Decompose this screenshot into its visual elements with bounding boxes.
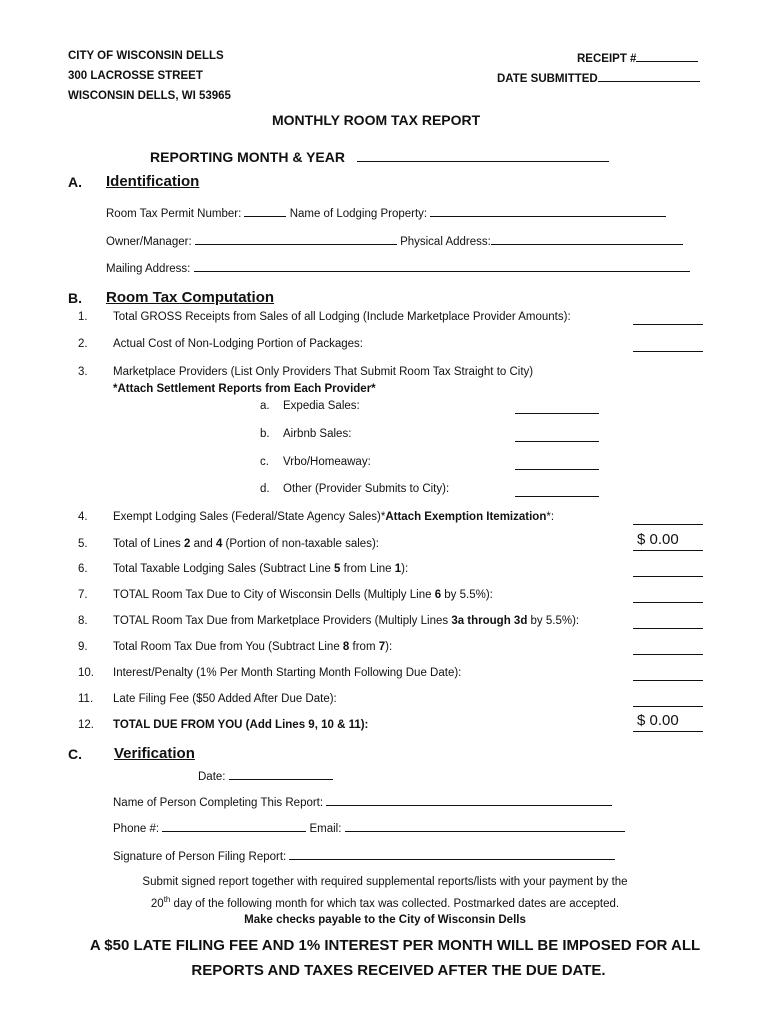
line-8-bold-1: 3a through 3d [451,615,528,627]
line-8-text-b: by 5.5%): [527,615,580,627]
line-8-text [113,615,579,627]
receipt-input[interactable] [636,50,698,62]
line-9-bold-2: 7 [378,641,386,653]
line-4-text [113,511,554,523]
line-5-text-c: (Portion of non-taxable sales): [222,538,379,550]
line-8-input[interactable] [633,628,703,629]
line-3-text: Marketplace Providers (List Only Providers That Submit Room Tax Straight to City) [113,366,534,378]
mailing-address-label: Mailing Address: [106,263,191,275]
line-1-input[interactable] [633,324,703,325]
line-1-text: Total GROSS Receipts from Sales of all Lodging (Include Marketplace Provider Amounts): [113,311,571,323]
line-12-underline [633,731,703,732]
line-7-input[interactable] [633,602,703,603]
line-10-input[interactable] [633,680,703,681]
provider-letter: b. [260,428,270,440]
line-2-text: Actual Cost of Non-Lodging Portion of Packages: [113,338,363,350]
preparer-name-label: Name of Person Completing This Report: [113,797,324,809]
line-number: 12. [78,719,94,731]
date-field [198,768,333,783]
provider-other-input[interactable] [515,496,599,497]
line-9-bold-1: 8 [342,641,350,653]
line-6-text [113,563,408,575]
line-12-text: TOTAL DUE FROM YOU (Add Lines 9, 10 & 11): [113,719,369,731]
reporting-month-label: REPORTING MONTH & YEAR [150,149,345,165]
provider-vrbo-input[interactable] [515,469,599,470]
page-title: MONTHLY ROOM TAX REPORT [272,112,481,128]
property-name-label: Name of Lodging Property: [289,208,428,220]
line-number: 8. [78,615,88,627]
property-name-input[interactable] [430,205,666,217]
line-4-input[interactable] [633,524,703,525]
line-5-value[interactable]: $ 0.00 [637,531,679,548]
line-11-text: Late Filing Fee ($50 Added After Due Date): [113,693,337,705]
provider-vrbo-label: Vrbo/Homeaway: [283,456,371,468]
provider-letter: c. [260,456,269,468]
line-6-text-b: from Line [340,563,395,575]
section-a-letter: A. [68,174,82,190]
preparer-name-field [113,794,612,809]
contact-field [113,820,625,835]
due-day-number: 20 [150,897,164,910]
section-b-letter: B. [68,290,82,306]
owner-manager-input[interactable] [195,233,397,245]
signature-field [113,848,615,863]
email-label: Email: [309,823,342,835]
line-9-input[interactable] [633,654,703,655]
due-day-suffix: th [163,895,171,904]
line-6-text-a: Total Taxable Lodging Sales (Subtract Line [113,563,334,575]
line-5-text-a: Total of Lines [113,538,184,550]
line-9-text-a: Total Room Tax Due from You (Subtract Line [113,641,343,653]
date-submitted-label: DATE SUBMITTED [497,73,598,85]
permit-number-label: Room Tax Permit Number: [106,208,242,220]
provider-expedia-label: Expedia Sales: [283,400,360,412]
provider-other-label: Other (Provider Submits to City): [283,483,450,495]
line-number: 9. [78,641,88,653]
line-number: 4. [78,511,88,523]
submit-instructions-2 [0,895,770,910]
provider-expedia-input[interactable] [515,413,599,414]
city-name: CITY OF WISCONSIN DELLS [68,50,224,62]
line-number: 7. [78,589,88,601]
reporting-month-field [150,149,609,165]
email-input[interactable] [345,820,625,832]
late-fee-warning-2: REPORTS AND TAXES RECEIVED AFTER THE DUE DATE. [191,962,606,979]
submit-instructions-2-rest: day of the following month for which tax was collected. Postmarked dates are accepted. [170,897,620,910]
line-5-bold-1: 2 [183,538,191,550]
line-number: 2. [78,338,88,350]
line-12-value[interactable]: $ 0.00 [637,712,679,729]
receipt-label: RECEIPT # [577,53,637,65]
line-number: 1. [78,311,88,323]
reporting-month-input[interactable] [357,150,609,162]
physical-address-input[interactable] [491,233,683,245]
permit-number-input[interactable] [244,205,286,217]
provider-letter: a. [260,400,270,412]
signature-input[interactable] [289,848,615,860]
line-6-bold-1: 5 [334,563,341,575]
line-5-text [113,538,379,550]
line-7-text-a: TOTAL Room Tax Due to City of Wisconsin Dells (Multiply Line [113,589,435,601]
line-7-text-b: by 5.5%): [441,589,493,601]
attach-settlement-note: *Attach Settlement Reports from Each Provider* [113,383,376,395]
line-5-underline [633,550,703,551]
line-number: 6. [78,563,88,575]
section-b-title: Room Tax Computation [106,289,275,306]
line-9-text [113,641,392,653]
owner-manager-label: Owner/Manager: [106,236,192,248]
section-c-letter: C. [68,746,82,762]
date-label: Date: [198,771,226,783]
section-c-title: Verification [114,745,195,762]
line-5-text-b: and [190,538,216,550]
phone-input[interactable] [162,820,306,832]
date-input[interactable] [229,768,333,780]
city-state-zip: WISCONSIN DELLS, WI 53965 [68,90,231,102]
date-submitted-input[interactable] [598,70,700,82]
line-6-bold-2: 1 [394,563,402,575]
line-9-text-b: from [349,641,379,653]
line-2-input[interactable] [633,351,703,352]
line-number: 3. [78,366,88,378]
line-4-text-c: *: [546,511,555,523]
receipt-field [577,50,698,65]
line-7-bold-1: 6 [434,589,442,601]
date-submitted-field [497,70,700,85]
late-fee-warning-1: A $50 LATE FILING FEE AND 1% INTEREST PER MONTH WILL BE IMPOSED FOR ALL [89,937,701,954]
line-7-text [113,589,493,601]
provider-airbnb-label: Airbnb Sales: [283,428,352,440]
line-4-text-a: Exempt Lodging Sales (Federal/State Agency Sales)* [113,511,386,523]
line-number: 10. [78,667,94,679]
mailing-field [106,260,690,275]
section-a-title: Identification [106,173,200,190]
signature-label: Signature of Person Filing Report: [113,851,287,863]
line-4-text-bold: Attach Exemption Itemization [385,511,547,523]
line-10-text: Interest/Penalty (1% Per Month Starting Month Following Due Date): [113,667,462,679]
street-address: 300 LACROSSE STREET [68,70,203,82]
line-number: 5. [78,538,88,550]
line-9-text-c: ): [385,641,393,653]
provider-letter: d. [260,483,270,495]
permit-number-field [106,205,666,220]
submit-instructions-1: Submit signed report together with required supplemental reports/lists with your payment by the [142,876,628,888]
owner-field [106,233,683,248]
checks-payable-note: Make checks payable to the City of Wisconsin Dells [244,914,526,926]
physical-address-label: Physical Address: [400,236,491,248]
line-11-input[interactable] [633,706,703,707]
line-8-text-a: TOTAL Room Tax Due from Marketplace Providers (Multiply Lines [113,615,452,627]
mailing-address-input[interactable] [194,260,690,272]
preparer-name-input[interactable] [326,794,612,806]
line-5-bold-2: 4 [215,538,223,550]
line-6-text-c: ): [401,563,409,575]
provider-airbnb-input[interactable] [515,441,599,442]
phone-label: Phone #: [113,823,160,835]
line-6-input[interactable] [633,576,703,577]
line-number: 11. [78,693,94,705]
